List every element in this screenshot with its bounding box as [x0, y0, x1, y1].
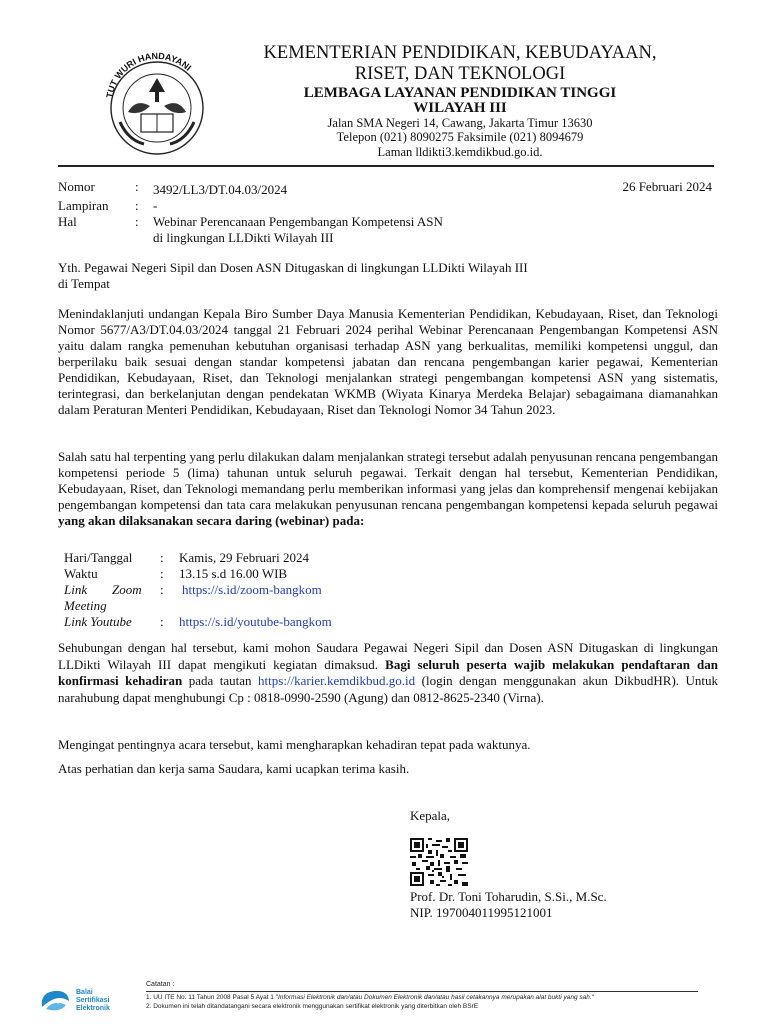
schedule-zoom-label-3: Meeting: [64, 598, 107, 613]
addressee-line1: Yth. Pegawai Negeri Sipil dan Dosen ASN Ditugaskan di lingkungan LLDikti Wilayah III: [58, 260, 528, 275]
footer-catatan: Catatan :: [146, 981, 175, 988]
website: Laman lldikti3.kemdikbud.go.id.: [377, 145, 543, 159]
footer-note-1-a: 1. UU ITE No. 11 Tahun 2008 Pasal 5 Ayat 1 ": [146, 994, 279, 1001]
bsre-line3: Elektronik: [76, 1005, 110, 1012]
bsre-logo-icon: [38, 987, 72, 1013]
letter-date: 26 Februari 2024: [622, 179, 712, 194]
schedule-youtube-label: Link Youtube: [64, 614, 132, 629]
signatory-nip: NIP. 197004011995121001: [410, 905, 553, 920]
footer-note-2: 2. Dokumen ini telah ditandatangani secara elektronik menggunakan sertifikat elektronik yang diterbitkan oleh BSrE: [146, 1003, 479, 1010]
karier-link[interactable]: https://karier.kemdikbud.go.id: [258, 673, 416, 688]
schedule-time-value: 13.15 s.d 16.00 WIB: [179, 566, 288, 581]
paragraph-2-text: Salah satu hal terpenting yang perlu dilakukan dalam menjalankan strategi tersebut adalah penyusunan rencana pengembangan kompetensi periode 5 (lima) tahunan untuk seluruh pegawai. Terkait dengan hal tersebut, Kementerian Pendidikan, Kebudayaan, Riset, dan Teknologi memandang perlu memberikan informasi yang jelas dan komprehensif mengenai kebijakan pengembangan kompetensi dan tata cara melakukan penyusunan rencana pengembangan kompetensi kepada seluruh pegawai: [58, 449, 718, 512]
logo-motto: TUT WURI HANDAYANI: [104, 50, 194, 99]
schedule-time-label: Waktu: [64, 566, 98, 581]
nomor-value: 3492/LL3/DT.04.03/2024: [153, 182, 288, 197]
unit-name-line1: LEMBAGA LAYANAN PENDIDIKAN TINGGI: [303, 85, 617, 101]
paragraph-1: Menindaklanjuti undangan Kepala Biro Sumber Daya Manusia Kementerian Pendidikan, Kebudayaan, Riset, dan Teknologi Nomor 5677/A3/DT.04.03/2024 tanggal 21 Februari 2024 perihal Webinar Perencanaan Pengembangan Kompetensi ASN yaitu dalam rangka pemenuhan kebutuhan organisasi terhadap ASN yang berkualitas, memiliki kompetensi unggul, dan berperilaku baik sesuai dengan standar kompetensi jabatan dan rencana pengembangan karier pegawai, Kementerian Pendidikan, Kebudayaan, Riset, dan Teknologi menjalankan strategi pengembangan kompetensi ASN yang sistematis, terintegrasi, dan berkelanjutan dengan pendekatan WKMB (Wiyata Kinarya Merdeka Belajar) sebagaimana diamanahkan dalam Peraturan Menteri Pendidikan, Kebudayaan, Riset dan Teknologi Nomor 34 Tahun 2023.: [58, 306, 718, 417]
schedule-colon: :: [160, 582, 164, 597]
lampiran-label: Lampiran: [58, 198, 109, 213]
paragraph-2: [58, 449, 718, 529]
schedule-colon: :: [160, 566, 164, 581]
bsre-line1: Balai: [76, 989, 93, 996]
address: Jalan SMA Negeri 14, Cawang, Jakarta Timur 13630: [327, 116, 593, 130]
nomor-label: Nomor: [58, 179, 95, 194]
paragraph-3-bold: Bagi seluruh peserta wajib melakukan pendaftaran dan konfirmasi kehadiran: [58, 656, 719, 688]
schedule-day-label: Hari/Tanggal: [64, 550, 133, 565]
letterhead-divider: [58, 165, 714, 167]
signatory-name: Prof. Dr. Toni Toharudin, S.Si., M.Sc.: [410, 889, 607, 904]
footer-note-1-italic: Informasi Elektronik dan/atau Dokumen Elektronik dan/atau hasil cetakannya merupakan alat bukti yang sah: [278, 994, 590, 1001]
tut-wuri-handayani-emblem-icon: [92, 48, 222, 156]
schedule-zoom-label-2: Zoom: [112, 582, 142, 597]
hal-line2: di lingkungan LLDikti Wilayah III: [153, 230, 334, 245]
bsre-line2: Sertifikasi: [76, 997, 110, 1004]
zoom-link[interactable]: https://s.id/zoom-bangkom: [182, 582, 322, 597]
footer-note-1-b: .": [589, 994, 594, 1001]
footer-divider: [146, 991, 698, 992]
paragraph-2-bold: yang akan dilaksanakan secara daring (webinar) pada:: [58, 513, 365, 528]
schedule-day-value: Kamis, 29 Februari 2024: [179, 550, 309, 565]
phone: Telepon (021) 8090275 Faksimile (021) 8094679: [336, 130, 584, 144]
meta-colon: :: [135, 214, 139, 229]
paragraph-4: Mengingat pentingnya acara tersebut, kami mengharapkan kehadiran tepat pada waktunya.: [58, 737, 531, 752]
paragraph-5: Atas perhatian dan kerja sama Saudara, kami ucapkan terima kasih.: [58, 761, 410, 776]
org-name-line2: RISET, DAN TEKNOLOGI: [354, 64, 566, 84]
hal-label: Hal: [58, 214, 77, 229]
addressee-line2: di Tempat: [58, 276, 110, 291]
paragraph-3-text-c: (login dengan menggunakan akun DikbudHR). Untuk narahubung dapat menghubungi Cp : 0818-0990-2590 (Agung) dan 0812-8625-2340 (Virna).: [58, 673, 719, 705]
schedule-colon: :: [160, 550, 164, 565]
meta-colon: :: [135, 198, 139, 213]
paragraph-3-text-b: pada tautan: [188, 673, 252, 688]
paragraph-3: [58, 640, 718, 706]
unit-name-line2: WILAYAH III: [413, 100, 507, 116]
paragraph-3-text-a: Sehubungan dengan hal tersebut, kami mohon Saudara Pegawai Negeri Sipil dan Dosen ASN Ditugaskan di lingkungan LLDikti Wilayah III dapat mengikuti kegiatan dimaksud.: [58, 640, 718, 672]
meta-colon: :: [135, 179, 139, 194]
hal-line1: Webinar Perencanaan Pengembangan Kompetensi ASN: [153, 214, 443, 229]
schedule-zoom-label-1: Link: [64, 582, 88, 597]
letter-meta: [58, 179, 443, 246]
qr-code-icon: [410, 838, 468, 886]
footer-note-1: [146, 994, 594, 1002]
lampiran-value: -: [153, 198, 158, 213]
youtube-link[interactable]: https://s.id/youtube-bangkom: [179, 614, 332, 629]
schedule-colon: :: [160, 614, 164, 629]
signature-title: Kepala,: [410, 808, 451, 823]
org-name-line1: KEMENTERIAN PENDIDIKAN, KEBUDAYAAN,: [263, 43, 657, 63]
